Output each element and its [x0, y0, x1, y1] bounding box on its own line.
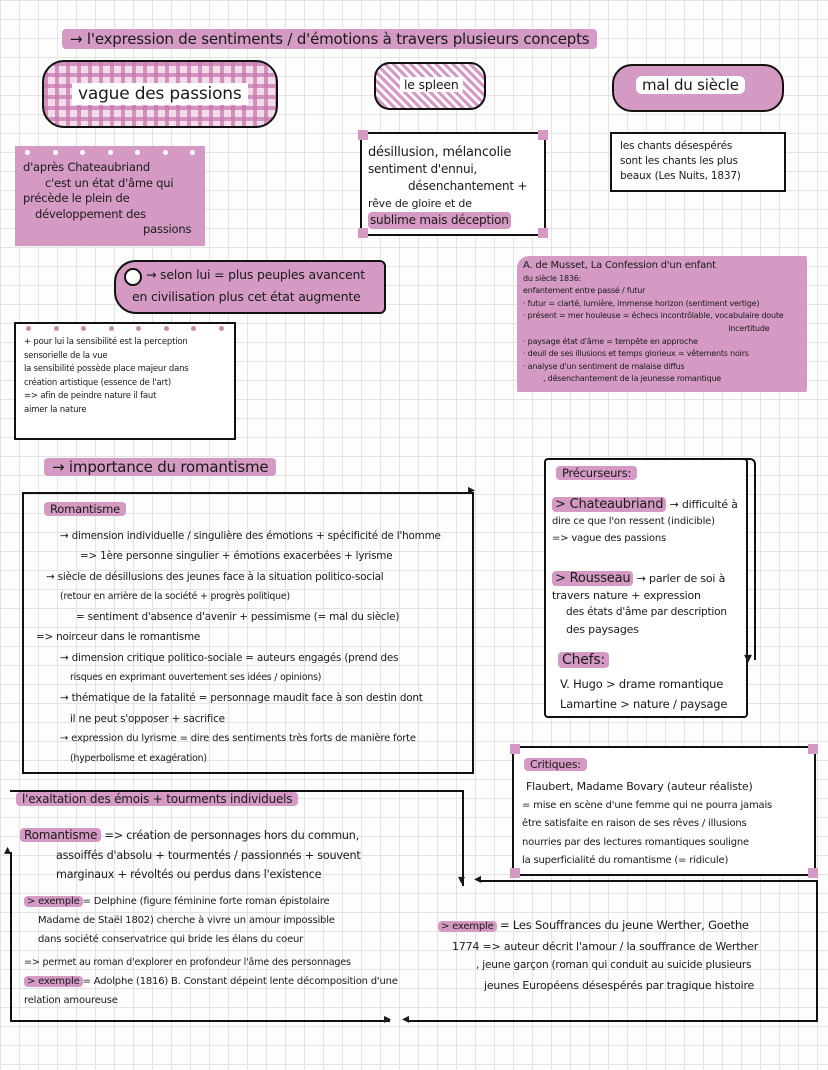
right-arrow-icon-2: ▸: [384, 1011, 392, 1027]
romantisme-label: Romantisme: [44, 502, 126, 516]
chateaubriand-text: d'après Chateaubriand c'est un état d'âme qui précède le plein de développement des passions: [23, 160, 192, 236]
left-arrow-icon: ◂: [402, 1011, 410, 1027]
box-top-line: [22, 492, 474, 494]
exaltation-title: l'exaltation des émois + tourments individuels: [16, 792, 298, 806]
critiques-text: Flaubert, Madame Bovary (auteur réaliste) = mise en scène d'une femme qui ne pourra jamais être satisfaite en raison de ses rêves / illusions nourries par des lectures romantiques souligne la superficialité du romantisme (= ridicule): [522, 780, 773, 866]
left-arrow-icon-2: ◂: [474, 871, 482, 887]
up-arrow-icon: ▴: [4, 842, 12, 858]
exaltation-bottom-line: [10, 1020, 390, 1022]
precurseurs-chateaubriand: > Chateaubriand → difficulté à dire ce que l'on ressent (indicible) => vague des passions: [552, 497, 738, 544]
box-right-line: [472, 492, 474, 774]
critiques-title: Critiques:: [524, 758, 587, 771]
vague-des-passions-badge: [42, 60, 278, 128]
spleen-label: le spleen: [400, 77, 463, 92]
precurseurs-rousseau: > Rousseau → parler de soi à travers nature + expression des états d'âme par description des paysages: [552, 571, 727, 636]
spleen-badge: [374, 62, 486, 110]
sensibilite-box: [14, 322, 236, 440]
mal-du-siecle-badge: [612, 64, 784, 112]
werther-top-line: [480, 880, 818, 882]
romantisme-list: → dimension individuelle / singulière des émotions + spécificité de l'homme => 1ère personne singulier + émotions exacerbées + lyrisme → siècle de désillusions des jeunes face à la situation politico-social (retour en arrière de la société + progrès politique) = sentiment d'absence d'avenir + pessimisme (= mal du siècle) => noirceur dans le romantisme → dimension critique politico-sociale = auteurs engagés (prend des risques en exprimant ouvertement ses idées / opinions) → thématique de la fatalité = personnage maudit face à son destin dont il ne peut s'opposer + sacrifice → expression du lyrisme = dire des sentiments très forts de manière forte (hyperbolisme et exagération): [36, 530, 441, 765]
chefs-list: V. Hugo > drame romantique Lamartine > nature / paysage: [560, 677, 728, 711]
vague-des-passions-label: vague des passions: [72, 83, 248, 105]
spleen-box: [360, 132, 546, 236]
critiques-box: [512, 746, 816, 876]
musset-box: [517, 256, 807, 392]
spleen-text: désillusion, mélancolie sentiment d'ennui, désenchantement + rêve de gloire et de sublime mais déception: [368, 145, 528, 227]
exaltation-examples: > exemple = Delphine (figure féminine forte roman épistolaire Madame de Staël 1802) cherche à vivre un amour impossible dans société conservatrice qui bride les élans du coeur => permet au roman d'explorer en profondeur l'âme des personnages > exemple = Adolphe (1816) B. Constant dépeint lente décomposition d'une relation amoureuse: [24, 896, 398, 1006]
mal-du-siecle-box: [610, 132, 786, 192]
box-left-line: [22, 492, 24, 774]
down-arrow-icon-2: ▾: [458, 872, 466, 888]
selon-lui-tag: [114, 260, 386, 314]
werther-right-line: [816, 880, 818, 1022]
werther-text: > exemple = Les Souffrances du jeune Werther, Goethe 1774 => auteur décrit l'amour / la souffrance de Werther , jeune garçon (roman qui conduit au suicide plusieurs jeunes Européens désespérés par tragique histoire: [438, 916, 814, 995]
precurseurs-arrow: [740, 458, 756, 660]
chefs-label: Chefs:: [558, 652, 609, 668]
sensibilite-text: + pour lui la sensibilité est la perception sensorielle de la vue la sensibilité possède place majeur dans création artistique (essence de l'art) => afin de peindre nature il faut aimer la nature: [24, 337, 189, 415]
right-arrow-icon: ▸: [468, 482, 476, 498]
importance-title: → importance du romantisme: [44, 458, 276, 476]
selon-lui-text: → selon lui = plus peuples avancent en civilisation plus cet état augmente: [132, 267, 365, 304]
precurseurs-title: Précurseurs:: [556, 466, 637, 480]
musset-text: A. de Musset, La Confession d'un enfant du siècle 1836: enfantement entre passé / futur · futur = clarté, lumière, immense horizon (sentiment vertige) · présent = mer houleuse = échecs incontrôlable, vocabulaire doute incertitude · paysage état d'âme = tempête en approche · deuil de ses illusions et temps glorieux = vêtements noirs · analyse d'un sentiment de malaise diffus , désenchantement de la jeunesse romantique: [523, 260, 784, 384]
mal-du-siecle-label: mal du siècle: [636, 76, 745, 94]
down-arrow-icon: ▾: [744, 648, 753, 667]
werther-bottom-line: [408, 1020, 818, 1022]
precurseurs-box: [544, 458, 748, 718]
exaltation-left-line: [10, 852, 12, 1022]
box-bottom-line: [22, 772, 474, 774]
chateaubriand-box: [15, 146, 205, 246]
mal-du-siecle-text: les chants désespérés sont les chants les plus beaux (Les Nuits, 1837): [620, 140, 741, 182]
main-title: → l'expression de sentiments / d'émotions à travers plusieurs concepts: [62, 30, 597, 48]
exaltation-text: Romantisme => création de personnages hors du commun, assoiffés d'absolu + tourmentés / passionnés + souvent marginaux + révoltés ou perdus dans l'existence: [20, 826, 460, 885]
tag-hole-icon: [124, 268, 142, 286]
